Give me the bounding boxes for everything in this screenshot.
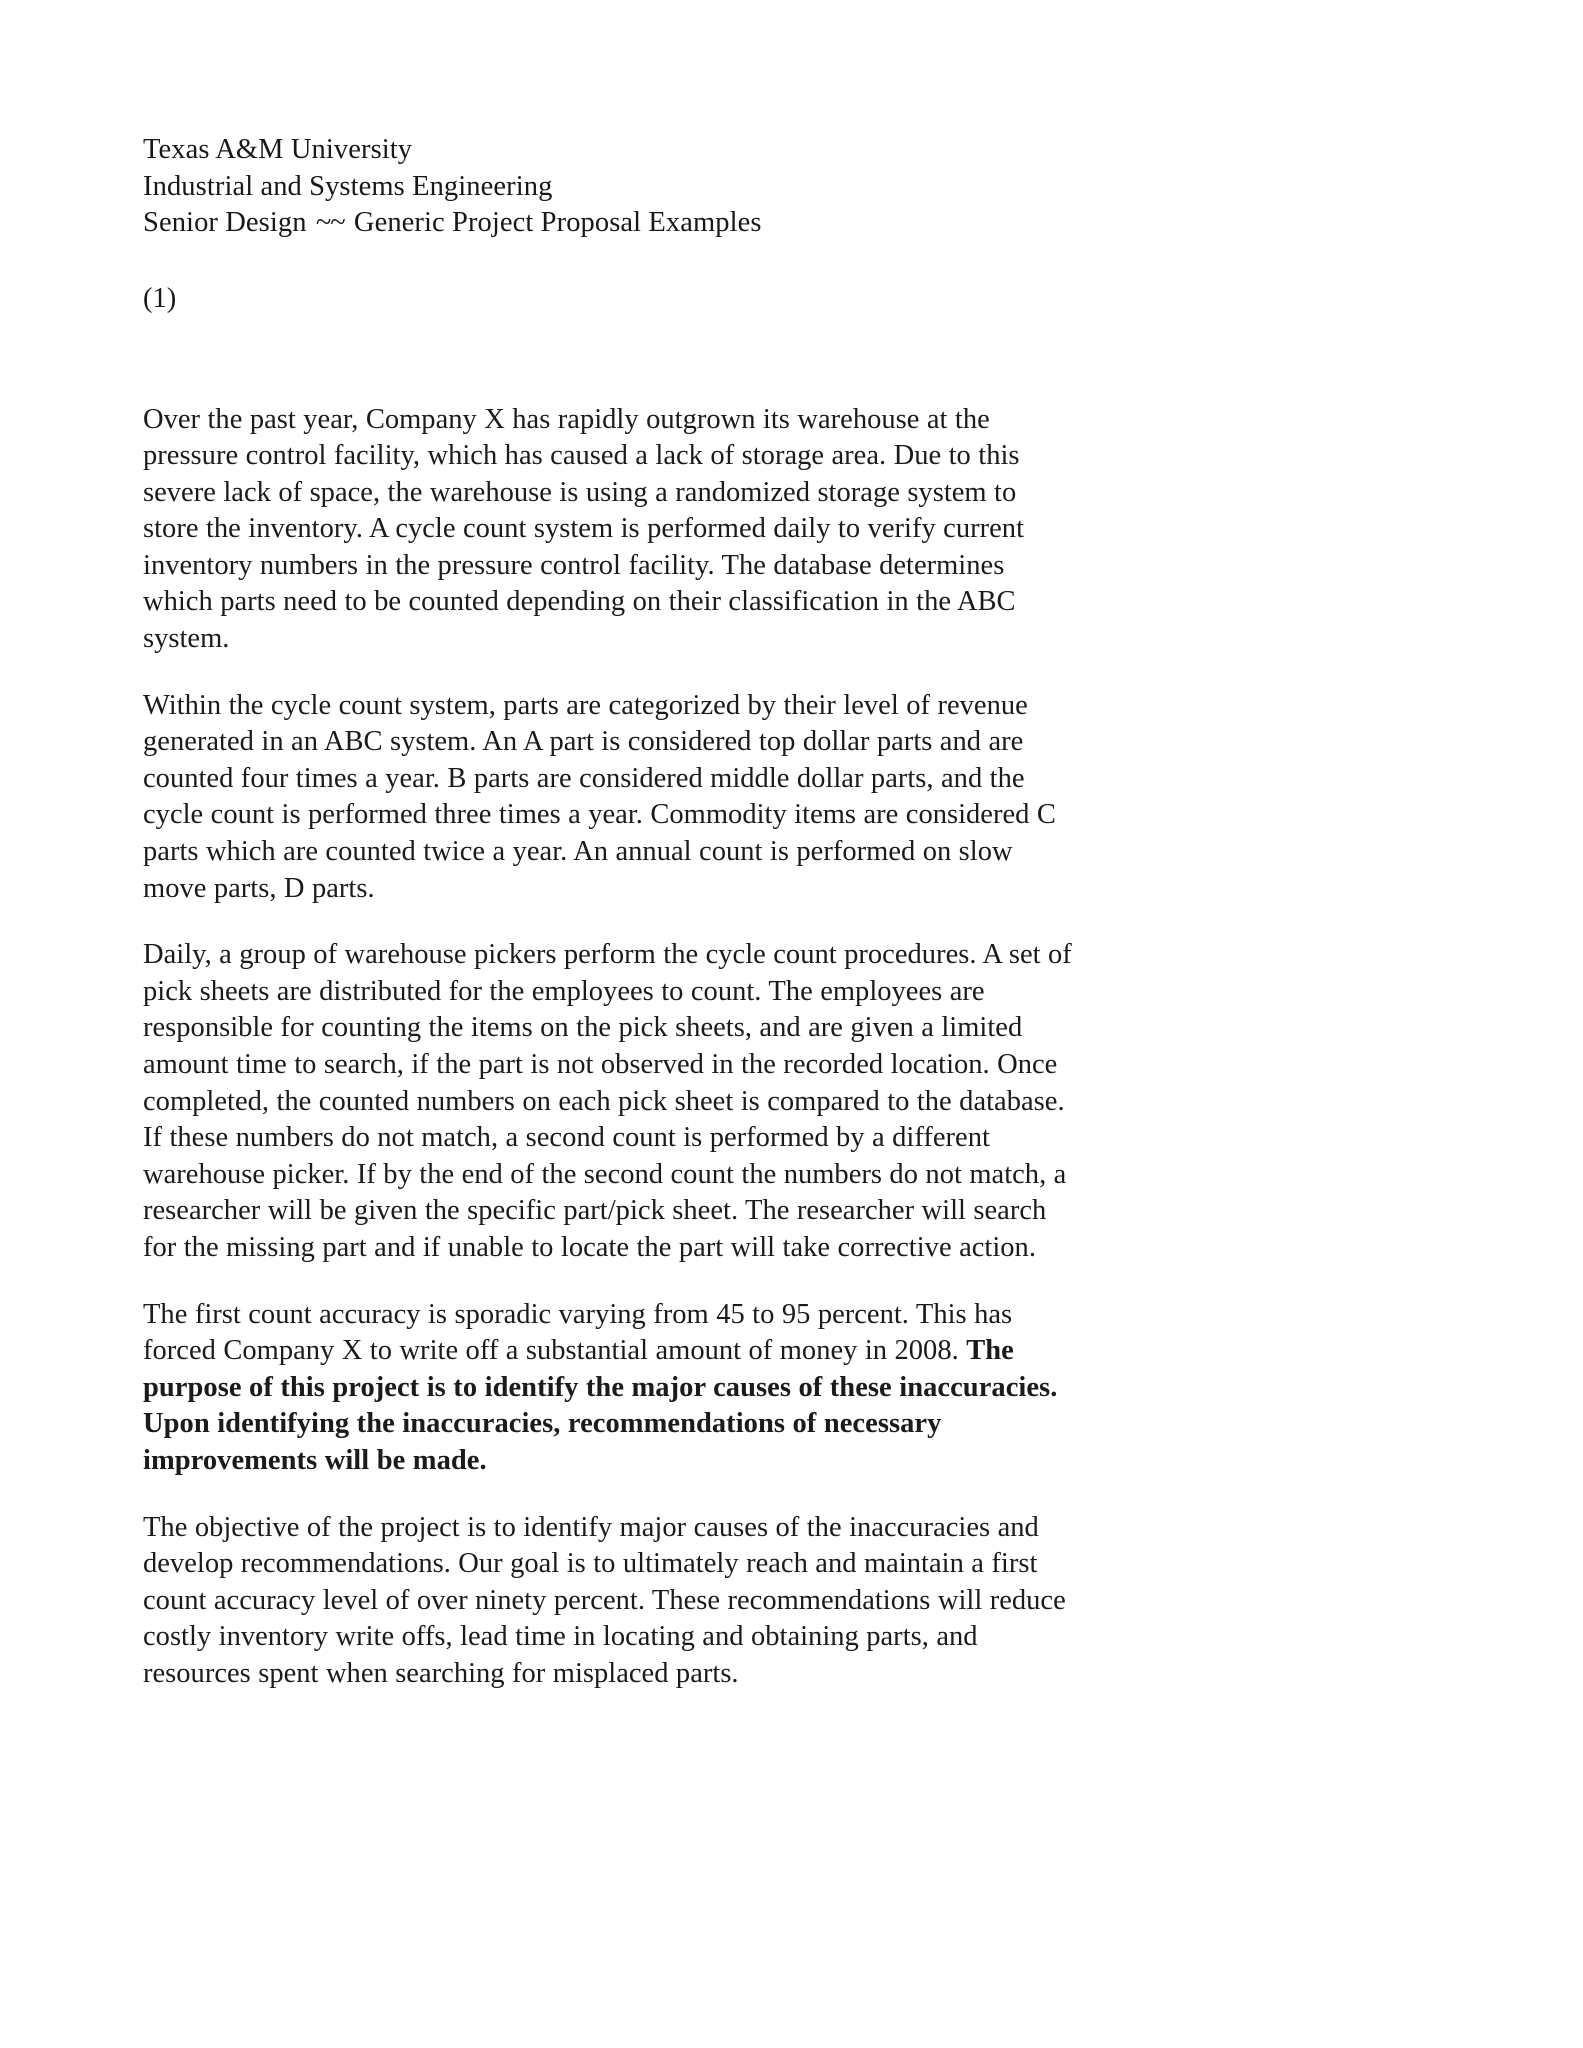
header-course-suffix: Generic Project Proposal Examples — [346, 207, 762, 238]
paragraph-4-bold-purpose-statement: The purpose of this project is to identify the major causes of these inaccuracies. Upon identifying the inaccuracies, recommendations of necessary improvements will be made. — [143, 1335, 1058, 1476]
paragraph-5: The objective of the project is to identify major causes of the inaccuracies and develop recommendations. Our goal is to ultimately reach and maintain a first count accuracy level of over ninety percent. These recommendations will reduce costly inventory write offs, lead time in locating and obtaining parts, and resources spent when searching for misplaced parts. — [143, 1511, 1066, 1689]
document-content — [143, 132, 1073, 1693]
paragraph-4 — [143, 1297, 1073, 1480]
header-university: Texas A&M University — [143, 134, 413, 165]
paragraph-1: Over the past year, Company X has rapidly outgrown its warehouse at the pressure control facility, which has caused a lack of storage area. Due to this severe lack of space, the warehouse is using a randomized storage system to store the inventory. A cycle count system is performed daily to verify current inventory numbers in the pressure control facility. The database determines which parts need to be counted depending on their classification in the ABC system. — [143, 403, 1025, 655]
header-course-title — [143, 205, 1073, 242]
document-header — [143, 132, 1073, 242]
section-marker: (1) — [143, 282, 177, 314]
header-course-prefix: Senior Design — [143, 207, 314, 238]
document-body — [143, 402, 1073, 1693]
header-department: Industrial and Systems Engineering — [143, 170, 553, 202]
paragraph-2: Within the cycle count system, parts are categorized by their level of revenue generated in an ABC system. An A part is considered top dollar parts and are counted four times a year. B parts are considered middle dollar parts, and the cycle count is performed three times a year. Commodity items are considered C parts which are counted twice a year. An annual count is performed on slow move parts, D parts. — [143, 689, 1056, 904]
paragraph-4-plain-text: The first count accuracy is sporadic varying from 45 to 95 percent. This has forced Company X to write off a substantial amount of money in 2008. — [143, 1298, 1013, 1367]
paragraph-3: Daily, a group of warehouse pickers perform the cycle count procedures. A set of pick sheets are distributed for the employees to count. The employees are responsible for counting the items on the pick sheets, and are given a limited amount time to search, if the part is not observed in the recorded location. Once completed, the counted numbers on each pick sheet is compared to the database. If these numbers do not match, a second count is performed by a different warehouse picker. If by the end of the second count the numbers do not match, a researcher will be given the specific part/pick sheet. The researcher will search for the missing part and if unable to locate the part will take corrective action. — [143, 939, 1072, 1263]
header-separator-dash: ~~ — [315, 207, 345, 238]
